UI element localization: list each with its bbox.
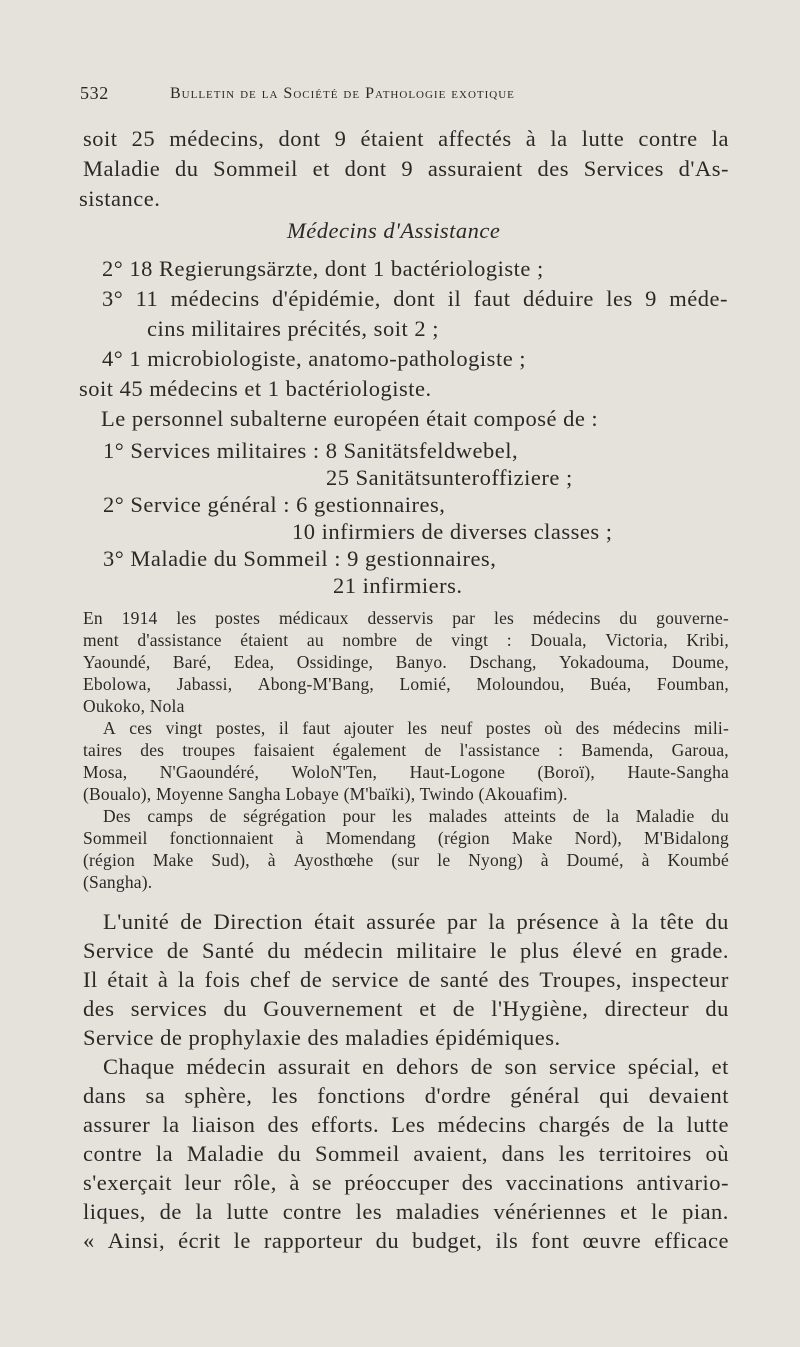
list-item: 4° 1 microbiologiste, anatomo-pathologiste ;: [102, 346, 527, 371]
list-item: 3° Maladie du Sommeil : 9 gestionnaires,: [103, 546, 497, 571]
text-line: soit 45 médecins et 1 bactériologiste.: [79, 376, 432, 401]
text-line: En 1914 les postes médicaux desservis par les médecins du gouverne-: [83, 608, 729, 628]
text-line: sistance.: [79, 186, 161, 211]
list-item: 25 Sanitätsunteroffiziere ;: [326, 465, 573, 490]
list-item: 1° Services militaires : 8 Sanitätsfeldwebel,: [103, 438, 519, 463]
text-line: A ces vingt postes, il faut ajouter les neuf postes où des médecins mili-: [103, 718, 729, 738]
text-line: contre la Maladie du Sommeil avaient, dans les territoires où: [83, 1141, 729, 1166]
text-line: Ebolowa, Jabassi, Abong-M'Bang, Lomié, Moloundou, Buéa, Foumban,: [83, 674, 729, 694]
text-line: ment d'assistance étaient au nombre de vingt : Douala, Victoria, Kribi,: [83, 630, 729, 650]
text-line: Il était à la fois chef de service de santé des Troupes, inspecteur: [83, 967, 729, 992]
list-item: 2° Service général : 6 gestionnaires,: [103, 492, 446, 517]
text-line: Service de Santé du médecin militaire le plus élevé en grade.: [83, 938, 729, 963]
text-line: (région Make Sud), à Ayosthœhe (sur le Nyong) à Doumé, à Koumbé: [83, 850, 729, 870]
text-line: liques, de la lutte contre les maladies vénériennes et le pian.: [83, 1199, 729, 1224]
text-line: Chaque médecin assurait en dehors de son service spécial, et: [103, 1054, 729, 1079]
text-line: taires des troupes faisaient également de l'assistance : Bamenda, Garoua,: [83, 740, 729, 760]
text-line: Sommeil fonctionnaient à Momendang (région Make Nord), M'Bidalong: [83, 828, 729, 848]
list-item: 21 infirmiers.: [333, 573, 463, 598]
running-title: Bulletin de la Société de Pathologie exotique: [170, 85, 515, 102]
text-line: dans sa sphère, les fonctions d'ordre général qui devaient: [83, 1083, 729, 1108]
text-line: soit 25 médecins, dont 9 étaient affectés à la lutte contre la: [83, 126, 729, 151]
text-line: s'exerçait leur rôle, à se préoccuper des vaccinations antivario-: [83, 1170, 729, 1195]
text-line: Oukoko, Nola: [83, 696, 185, 716]
text-line: assurer la liaison des efforts. Les médecins chargés de la lutte: [83, 1112, 729, 1137]
list-item: 10 infirmiers de diverses classes ;: [292, 519, 613, 544]
list-item: 3° 11 médecins d'épidémie, dont il faut déduire les 9 méde-: [102, 286, 728, 311]
text-line: (Boualo), Moyenne Sangha Lobaye (M'baïki), Twindo (Akouafim).: [83, 784, 568, 804]
text-line: Maladie du Sommeil et dont 9 assuraient des Services d'As-: [83, 156, 729, 181]
section-title: Médecins d'Assistance: [287, 218, 501, 243]
text-line: « Ainsi, écrit le rapporteur du budget, ils font œuvre efficace: [83, 1228, 729, 1253]
text-line: Des camps de ségrégation pour les malades atteints de la Maladie du: [103, 806, 729, 826]
text-line: Yaoundé, Baré, Edea, Ossidinge, Banyo. Dschang, Yokadouma, Doume,: [83, 652, 729, 672]
list-item: cins militaires précités, soit 2 ;: [147, 316, 439, 341]
text-line: Mosa, N'Gaoundéré, WoloN'Ten, Haut-Logone (Boroï), Haute-Sangha: [83, 762, 729, 782]
page-number: 532: [80, 83, 109, 103]
text-line: Le personnel subalterne européen était composé de :: [101, 406, 599, 431]
text-line: Service de prophylaxie des maladies épidémiques.: [83, 1025, 561, 1050]
text-line: (Sangha).: [83, 872, 153, 892]
text-line: L'unité de Direction était assurée par la présence à la tête du: [103, 909, 729, 934]
text-line: des services du Gouvernement et de l'Hygiène, directeur du: [83, 996, 729, 1021]
list-item: 2° 18 Regierungsärzte, dont 1 bactériologiste ;: [102, 256, 544, 281]
